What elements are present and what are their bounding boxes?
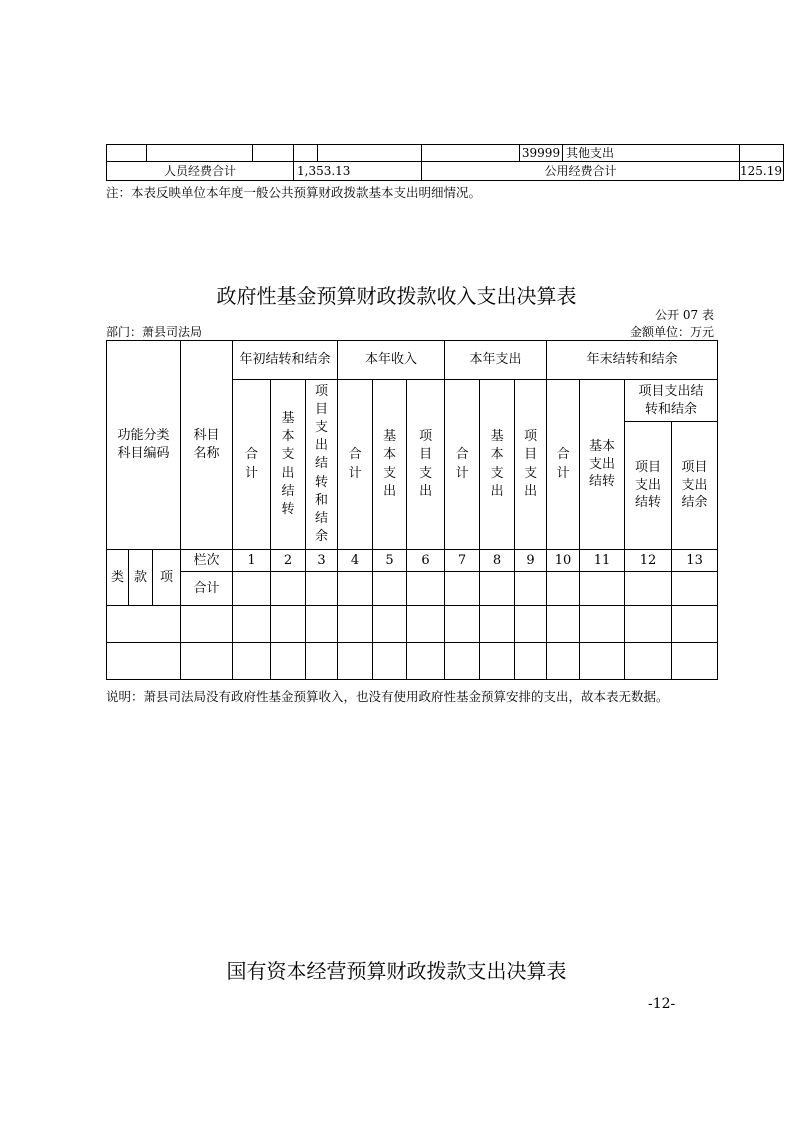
end-project-balance-header: 项目支出结余 [672,422,718,550]
col-number: 7 [445,550,480,572]
col-number: 6 [407,550,445,572]
cat-header: 类 [107,550,129,606]
item-header: 项 [153,550,181,606]
col-number: 8 [480,550,515,572]
col-number: 10 [547,550,580,572]
section-header: 款 [129,550,153,606]
subject-code: 39999 [520,145,563,162]
form-number: 公开 07 表 [655,308,714,322]
income-header: 本年收入 [338,341,445,380]
end-basic-carry-header: 基本支出结转 [580,380,625,550]
col-number: 5 [373,550,407,572]
income-total-header: 合计 [338,380,373,550]
fund-table-title: 政府性基金预算财政拨款收入支出决算表 [216,284,577,308]
state-capital-table-title: 国有资本经营预算财政拨款支出决算表 [226,959,567,983]
basic-expense-table-fragment [106,144,784,181]
col-number-label: 栏次 [181,550,233,572]
expense-project-header: 项目支出 [515,380,547,550]
subject-name-header: 科目名称 [181,341,233,550]
func-code-header: 功能分类科目编码 [107,341,181,550]
end-total-header: 合计 [547,380,580,550]
top-table-note: 注：本表反映单位本年度一般公共预算财政拨款基本支出明细情况。 [106,185,482,200]
subject-name: 其他支出 [563,145,740,162]
header-row [107,341,718,380]
public-total-value: 125.19 [740,162,784,181]
personnel-total-label: 人员经费合计 [107,162,294,181]
col-number: 1 [233,550,271,572]
amount-unit-label: 金额单位：万元 [629,325,714,339]
income-basic-header: 基本支出 [373,380,407,550]
col-number: 13 [672,550,718,572]
expense-basic-header: 基本支出 [480,380,515,550]
personnel-total-value: 1,353.13 [294,162,422,181]
end-project-header: 项目支出结转和结余 [625,380,718,422]
public-total-label: 公用经费合计 [422,162,740,181]
table-row [107,572,718,606]
page-number: -12- [648,996,676,1012]
table-row [107,162,784,181]
begin-balance-header: 年初结转和结余 [233,341,338,380]
begin-project-header: 项目支出结转和结余 [306,380,338,550]
col-number: 4 [338,550,373,572]
begin-basic-carry-header: 基本支出结转 [271,380,306,550]
col-number: 2 [271,550,306,572]
income-project-header: 项目支出 [407,380,445,550]
col-number: 11 [580,550,625,572]
department-label: 部门：萧县司法局 [106,325,203,339]
fund-budget-table [106,340,718,680]
col-number-row [107,550,718,572]
fund-table-note: 说明：萧县司法局没有政府性基金预算收入，也没有使用政府性基金预算安排的支出，故本表无数据。 [106,689,669,704]
end-balance-header: 年末结转和结余 [547,341,718,380]
end-project-carry-header: 项目支出结转 [625,422,672,550]
col-number: 9 [515,550,547,572]
col-number: 3 [306,550,338,572]
table-row [107,145,784,162]
table-row [107,606,718,643]
begin-total-header: 合计 [233,380,271,550]
table-row [107,643,718,680]
sum-label: 合计 [181,572,233,606]
expense-header: 本年支出 [445,341,547,380]
expense-total-header: 合计 [445,380,480,550]
col-number: 12 [625,550,672,572]
